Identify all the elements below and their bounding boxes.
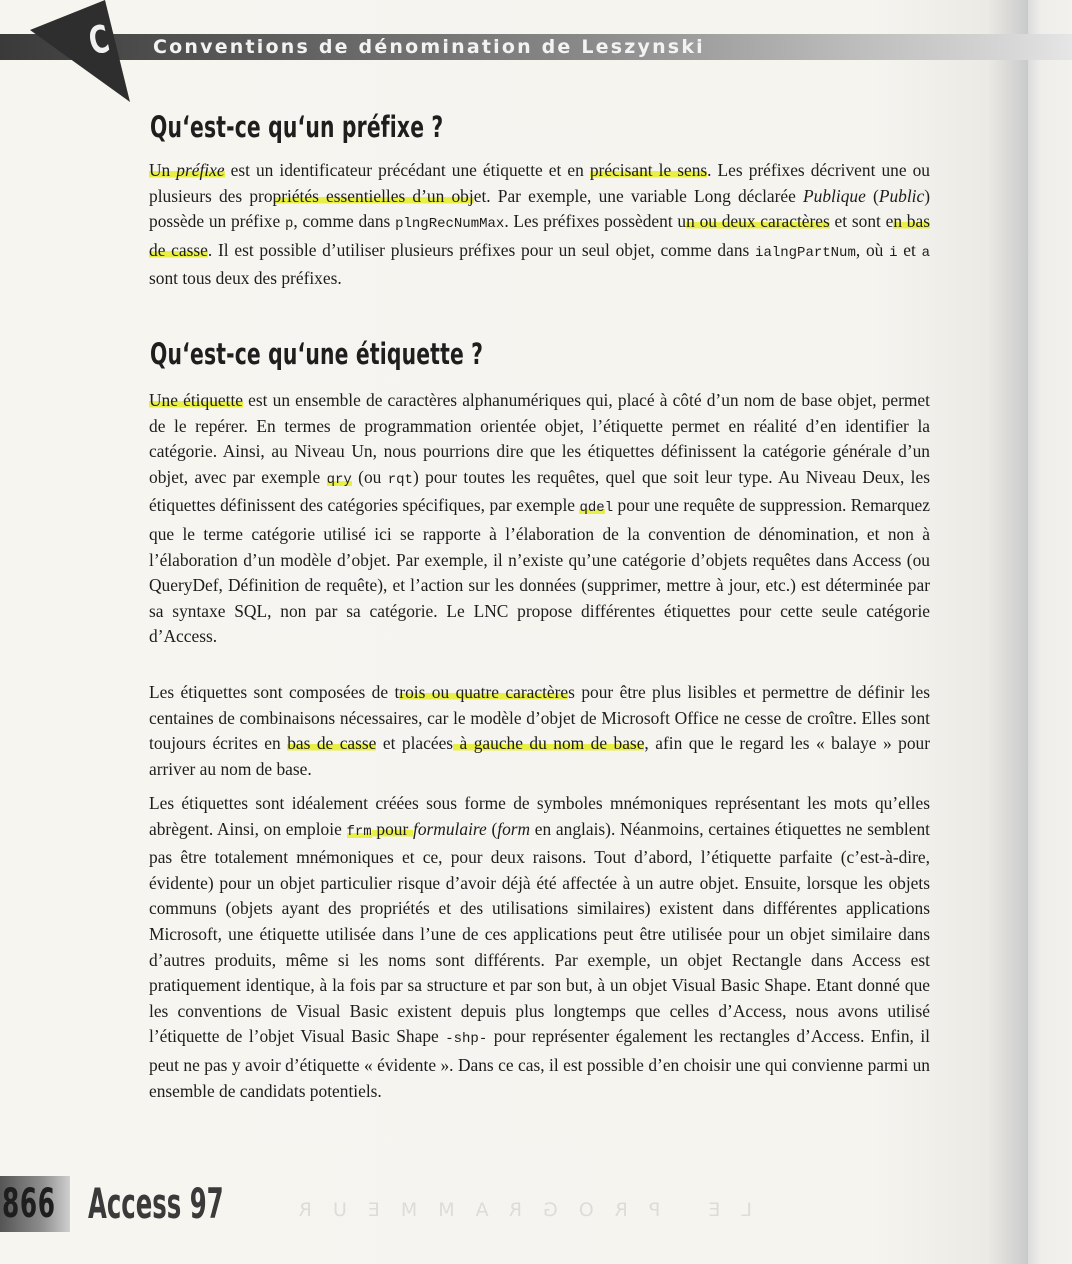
highlighted-text: n bas de casse — [149, 211, 930, 260]
code-identifier: frm — [346, 823, 372, 840]
text-run: . Les préfixes possèdent u — [504, 211, 687, 232]
text-run: . Il est possible d’utiliser plusieurs préfixes pour un seul objet, comme dans — [207, 239, 756, 260]
text-run: Les étiquettes sont composées de t — [149, 682, 400, 702]
code-identifier: rqt — [387, 471, 413, 488]
code-identifier: qde — [579, 500, 605, 517]
text-run: . Les préfixes décrivent une ou plusieurs des pro — [149, 160, 930, 206]
paragraph — [149, 791, 930, 1104]
code-identifier: qry — [326, 471, 352, 488]
code-identifier: ialngPartNum — [755, 244, 856, 261]
code-identifier: i — [889, 244, 898, 261]
paragraph — [149, 388, 930, 650]
text-run: pour représenter également les rectangles d’Access. Enfin, il peut ne pas y avoir d’étiquette « évidente ». Dans ce cas, il est possible d’en choisir une qui convienne parmi un ensemble de candidats potentiels. — [149, 1026, 930, 1101]
highlighted-text: n ou deux caractères — [686, 211, 830, 232]
text-run: Public — [878, 185, 925, 206]
text-run: Publique — [803, 185, 866, 206]
text-run: (ou — [351, 466, 388, 487]
highlighted-text: précisant le sens — [589, 160, 708, 180]
text-run: , afin que le regard les « balaye » pour arriver au nom de base. — [149, 733, 930, 779]
text-run: , comme dans — [293, 211, 396, 232]
code-identifier: p — [284, 216, 294, 233]
text-run: pour une requête de suppression. Remarquez que le terme catégorie utilisé ici se rapporte à l’élaboration de la convention de dénomination, et non à l’élaboration d’un modèle d’objet. Par exemple, il n’existe qu’une catégorie d’objets requêtes dans Access (ou QueryDef, Définition de requête), et l’action sur les données (supprimer, mettre à jour, etc.) est déterminée par sa syntaxe SQL, non par sa catégorie. Le LNC propose différentes étiquettes pour cette seule catégorie d’Access. — [149, 495, 930, 647]
page-number: 866 — [2, 1181, 56, 1227]
paragraph — [149, 680, 930, 782]
highlighted-text: préfixe — [176, 160, 225, 180]
text-run: ( — [865, 185, 879, 206]
text-run: en anglais). Néanmoins, certaines étiquettes ne semblent pas être totalement mnémoniques et ce, pour deux raisons. Tout d’abord, l’étiquette parfaite (c’est-à-dire, évidente) pour un objet particulier risque d’avoir déjà été affectée à un autre objet. Ensuite, lorsque les objets communs (objets ayant des propriétés et des utilisations similaires) existent dans différentes applications Microsoft, une étiquette utilisée dans l’une de ces applications peut être utilisée pour un objet similaire dans d’autres produits, même si les noms sont différents. Par exemple, un objet Rectangle dans Access est pratiquement identique, à la fois par sa structure et par son but, à un objet Visual Basic Shape. Etant donné que les conventions de Visual Basic existent depuis plus longtemps que celles d’Access, nous avons utilisé l’étiquette de l’objet Visual Basic Shape — [149, 818, 931, 1047]
paragraph — [149, 158, 930, 292]
facing-page-edge — [1028, 0, 1072, 1264]
highlighted-text: bas de casse — [287, 733, 377, 754]
highlighted-text: Une étiquette — [149, 390, 243, 410]
text-run: form — [497, 818, 531, 839]
text-run: est un ensemble de caractères alphanumériques qui, placé à côté d’un nom de base objet, permet de le repérer. En termes de programmation orientée objet, l’étiquette permet en réalité d’en identifier la catégorie. Ainsi, au Niveau Un, nous pourrions dire que les étiquettes définissent la catégorie générale d’un objet, avec par exemple — [149, 390, 930, 487]
text-run: est un identificateur précédant une étiquette et en — [224, 160, 590, 180]
text-run: formulaire — [413, 818, 487, 839]
text-run: Les étiquettes sont idéalement créées sous forme de symboles mnémoniques représentant les mots qu’elles abrègent. Ainsi, on emploie — [149, 793, 930, 839]
text-run: sont tous deux des préfixes. — [149, 268, 342, 289]
text-run: et sont e — [829, 211, 894, 232]
series-watermark: LE PROGRAMMEUR — [277, 1199, 752, 1221]
highlighted-text: pour — [371, 818, 413, 839]
text-run: et — [897, 239, 922, 260]
text-run: , où — [855, 239, 890, 260]
code-identifier: a — [921, 244, 930, 261]
section-heading-tag: Qu‘est-ce qu‘une étiquette ? — [150, 337, 484, 371]
text-run: et. Par exemple, une variable Long déclarée — [473, 185, 804, 206]
code-identifier: plngRecNumMax — [395, 216, 505, 233]
text-run: et placées — [376, 733, 454, 754]
running-title: Conventions de dénomination de Leszynski — [153, 36, 705, 58]
highlighted-text: priétés essentielles d’un obj — [272, 185, 474, 206]
code-identifier: -shp- — [445, 1031, 488, 1048]
book-title: Access 97 — [88, 1179, 224, 1228]
appendix-letter: C — [84, 16, 114, 64]
highlighted-text: Un — [149, 160, 177, 180]
text-run: ( — [486, 818, 498, 839]
highlighted-text: rois ou quatre caractère — [399, 682, 569, 702]
highlighted-text: à gauche du nom de base — [453, 733, 645, 754]
text-run: ) possède un préfixe — [149, 185, 931, 232]
section-heading-prefix: Qu‘est-ce qu‘un préfixe ? — [150, 110, 444, 144]
text-run: s pour être plus lisibles et permettre de définir les centaines de combinaisons nécessaires, car le modèle d’objet de Microsoft Office ne cesse de croître. Elles sont toujours écrites en — [149, 682, 930, 754]
text-run: ) pour toutes les requêtes, quel que soit leur type. Au Niveau Deux, les étiquettes définissent des catégories spécifiques, par exemple — [149, 466, 930, 516]
code-identifier: l — [604, 500, 614, 517]
